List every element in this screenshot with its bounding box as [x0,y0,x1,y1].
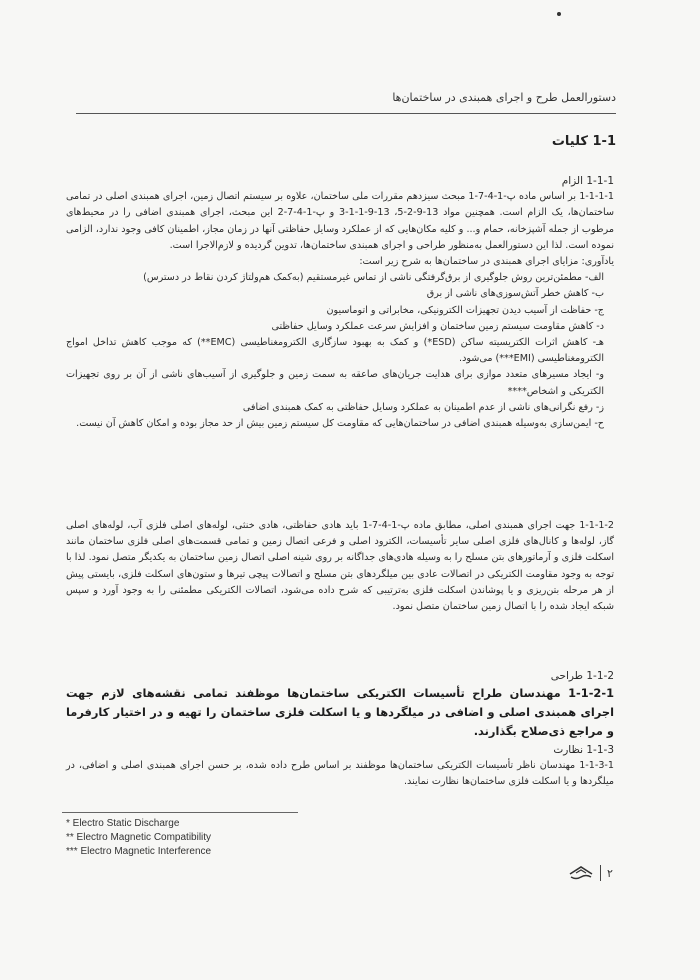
section-1-1-2 [66,668,614,741]
page-footer [568,864,613,882]
footer-divider [600,865,601,881]
paragraph: 1-1-1-1 بر اساس ماده پ-1-4-7-1 مبحث سیزدهم مقررات ملی ساختمان، علاوه بر سیستم اتصال زمین، اجرای همبندی اصلی در تمامی ساختمان‌ها، یک الزام است. همچنین مواد 13-9-2-5، 13-9-1-1-3 و پ-1-4-7-2 این مبحث، اجرای همبندی اضافی را در محیط‌های مرطوب از جمله آشپزخانه، حمام و... و کلیه مکان‌هایی که از عملکرد وسایل حفاظتی آنها در زمان مجاز، اطمینان کافی وجود ندارد، الزامی نموده است. لذا این دستورالعمل به‌منظور طراحی و اجرای همبندی ساختمان‌ها، تدوین گردیده و لازم‌الاجرا است. [66,191,614,251]
footnote: * Electro Static Discharge [66,818,180,829]
paragraph: 1-1-2-1 مهندسان طراح تأسیسات الکتریکی ساختمان‌ها موظفند تمامی نقشه‌های لازم جهت اجرای همبندی اصلی و اضافی در میلگردها و یا اسکلت فلزی ساختمان را تهیه و در اختیار کارفرما و مراجع ذی‌صلاح بگذارند. [66,686,614,739]
list-item: ج- حفاظت از آسیب دیدن تجهیزات الکترونیکی، مخابراتی و اتوماسیون [326,304,604,316]
section-1-1-3 [66,742,614,791]
note-line: یادآوری: مزایای اجرای همبندی در ساختمان‌ها به شرح زیر است: [359,256,614,268]
benefits-list [66,270,614,432]
header-rule [76,113,616,114]
subsection-heading: 1-1-2 طراحی [550,670,614,682]
list-item: ح- ایمن‌سازی به‌وسیله همبندی اضافی در ساختمان‌هایی که مقاومت کل سیستم زمین بیش از حد مجاز بوده و امکان کاهش آن نیست. [76,418,604,430]
section-title: 1-1 کلیات [551,134,616,149]
paragraph: 1-1-3-1 مهندسان ناظر تأسیسات الکتریکی ساختمان‌ها موظفند بر اساس طرح داده شده، بر حسن اجرای همبندی اصلی و اضافی، در میلگردها و یا اسکلت فلزی ساختمان‌ها نظارت نمایند. [66,760,614,788]
subsection-heading: 1-1-3 نظارت [553,744,614,756]
list-item: الف- مطمئن‌ترین روش جلوگیری از برق‌گرفتگی ناشی از تماس غیرمستقیم (به‌کمک هم‌ولتاژ کردن نقاط در دسترس) [143,272,604,284]
section-1-1-1 [66,173,614,432]
footnote: *** Electro Magnetic Interference [66,846,212,857]
footnote-separator [62,812,298,813]
list-item: ب- کاهش خطر آتش‌سوزی‌های ناشی از برق [426,288,604,300]
footnote: ** Electro Magnetic Compatibility [66,832,212,843]
list-item: ز- رفع نگرانی‌های ناشی از عدم اطمینان به عملکرد وسایل حفاظتی به کمک همبندی اضافی [242,401,604,413]
list-item: و- ایجاد مسیرهای متعدد موازی برای هدایت جریان‌های صاعقه به سمت زمین و جلوگیری از آسیب‌های ناشی از آن بر روی تجهیزات الکتریکی و اشخاص**** [66,369,604,397]
scan-dot [557,12,561,16]
publisher-logo-icon [568,864,594,882]
list-item: هـ- کاهش اثرات الکتریسیته ساکن (ESD*) و کمک به بهبود سازگاری الکترومغناطیسی (EMC**) که موجب کاهش تداخل امواج الکترومغناطیسی (EMI***) می‌شود. [66,337,604,365]
page-number: ۲ [607,866,613,880]
footnotes [66,817,366,859]
subsection-heading: 1-1-1 الزام [561,175,614,187]
paragraph-1-1-1-2: 1-1-1-2 جهت اجرای همبندی اصلی، مطابق ماده پ-1-4-7-1 باید هادی حفاظتی، هادی خنثی، لوله‌های اصلی فلزی آب، لوله‌های اصلی گاز، لوله‌ها و کانال‌های فلزی اصلی سایر تأسیسات، الکترود اصلی و فرعی اتصال زمین و تمامی قسمت‌های اصلی فلزی ساختمان مانند اسکلت فلزی و آرماتورهای بتن مسلح را به وسیله هادی‌های جداگانه بر روی شینه اصلی اتصال زمین ساختمان به یکدیگر متصل نمود. لذا با توجه به وجود مقاومت الکتریکی در اتصالات عادی بین میلگردهای بتن مسلح و اتصالات پیچی تیرها و ستون‌های اسکلت فلزی، بایستی پیش از هر مرحله بتن‌ریزی و یا پوشاندن اسکلت فلزی به‌ترتیبی که شرح داده می‌شود، اتصالات الکتریکی مطمئنی را به وجود آورد و سپس شبکه ایجاد شده را با اتصال زمین ساختمان متصل نمود. [66,520,614,613]
list-item: د- کاهش مقاومت سیستم زمین ساختمان و افزایش سرعت عملکرد وسایل حفاظتی [271,320,604,332]
running-header: دستورالعمل طرح و اجرای همبندی در ساختمان‌ها [392,91,616,104]
